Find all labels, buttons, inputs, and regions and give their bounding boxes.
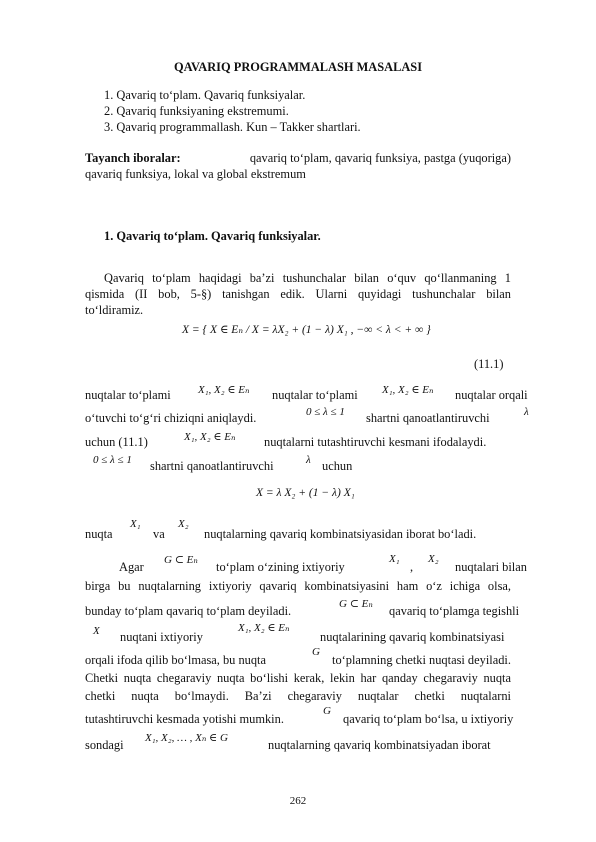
para4-line-2: birga bu nuqtalarning ixtiyoriy qavariq kombinatsiyasini ham o‘z ichiga olsa, [85, 579, 511, 593]
math-lambda-range: 0 ≤ λ ≤ 1 [306, 406, 345, 418]
para4-text-4b: nuqtalarining qavariq kombinatsiyasi [320, 630, 505, 644]
para4-text-5b: to‘plamning chetki nuqtasi deyiladi. [332, 653, 511, 667]
para4-text-1a: Agar [119, 560, 144, 574]
para4-text-3a: bunday to‘plam qavariq to‘plam deyiladi. [85, 604, 292, 618]
para2-text-4b: uchun [322, 459, 353, 473]
math-g: G [312, 646, 320, 658]
para4-text-4a: nuqtani ixtiyoriy [120, 630, 203, 644]
page-title: QAVARIQ PROGRAMMALASH MASALASI [173, 60, 423, 74]
para1-line-2: qismida (II bob, 5-§) tanishgan edik. Ularni quyidagi tushunchalar bilan [85, 287, 511, 301]
para4-text-9a: sondagi [85, 738, 124, 752]
para4-text-8a: tutashtiruvchi kesmada yotishi mumkin. [85, 712, 284, 726]
formula-convex-combination: X = λ X₂ + (1 − λ) X₁ [256, 487, 355, 499]
para4-line-7: chetki nuqta bo‘lmaydi. Ba’zi chegaraviy nuqtalar chetki nuqtalarni [85, 689, 511, 703]
math-lambda: λ [306, 454, 311, 466]
keywords-line-1 [85, 150, 511, 166]
section-heading: 1. Qavariq to‘plam. Qavariq funksiyalar. [104, 229, 321, 243]
toc-item-3: 3. Qavariq programmallash. Kun – Takker shartlari. [104, 120, 361, 134]
para2-text-1a: nuqtalar to‘plami [85, 388, 171, 402]
toc-item-2: 2. Qavariq funksiyaning ekstremumi. [104, 104, 289, 118]
toc-item-1: 1. Qavariq to‘plam. Qavariq funksiyalar. [104, 88, 306, 102]
formula-convex-line: X = { X ∈ Eₙ / X = λX₂ + (1 − λ) X₁ , −∞ < λ < + ∞ } [182, 324, 431, 336]
para2-text-3a: uchun (11.1) [85, 435, 148, 449]
para3-text-b: va [153, 527, 165, 541]
para4-text-5a: orqali ifoda qilib bo‘lmasa, bu nuqta [85, 653, 267, 667]
math-points-in-g: X₁, X₂, … , Xₙ ∈ G [145, 732, 228, 744]
para4-line-6: Chetki nuqta chegaraviy nuqta bo‘lishi kerak, lekin har qanday chegaraviy nuqta [85, 671, 511, 685]
math-x1-x2-in-en: X₁, X₂ ∈ Eₙ [184, 431, 236, 443]
para2-text-2b: shartni qanoatlantiruvchi [366, 411, 490, 425]
para3-text-a: nuqta [85, 527, 113, 541]
equation-label: (11.1) [474, 357, 504, 371]
para2-text-1c: nuqtalar orqali [455, 388, 528, 402]
para4-text-8b: qavariq to‘plam bo‘lsa, u ixtiyoriy [343, 712, 514, 726]
math-g-subset-en: G ⊂ Eₙ [339, 598, 373, 610]
math-x1: X₁ [389, 553, 400, 565]
math-x1-x2-in-en: X₁, X₂ ∈ Eₙ [382, 384, 434, 396]
math-x2: X₂ [178, 518, 189, 530]
para3-text-c: nuqtalarning qavariq kombinatsiyasidan iborat bo‘ladi. [204, 527, 477, 541]
math-lambda: λ [524, 406, 529, 418]
para2-text-1b: nuqtalar to‘plami [272, 388, 358, 402]
math-x1: X₁ [130, 518, 141, 530]
keywords-label: Tayanch iboralar: [85, 151, 181, 165]
para4-text-1b: to‘plam o‘zining ixtiyoriy [216, 560, 345, 574]
keywords-text-1: qavariq to‘plam, qavariq funksiya, pastga (yuqoriga) [249, 151, 511, 165]
math-x: X [93, 625, 100, 637]
para4-text-9b: nuqtalarning qavariq kombinatsiyadan iborat [268, 738, 491, 752]
para2-text-2a: o‘tuvchi to‘g‘ri chiziqni aniqlaydi. [85, 411, 257, 425]
keywords-text-2: qavariq funksiya, lokal va global ekstremum [85, 167, 306, 181]
para1-line-3: to‘ldiramiz. [85, 303, 144, 317]
para1-line-1: Qavariq to‘plam haqidagi ba’zi tushunchalar bilan o‘quv qo‘llanmaning 1 [104, 271, 511, 285]
math-x2: X₂ [428, 553, 439, 565]
math-x1-x2-in-en: X₁, X₂ ∈ Eₙ [198, 384, 250, 396]
page-number: 262 [289, 795, 307, 807]
math-x1-x2-in-en: X₁, X₂ ∈ Eₙ [238, 622, 290, 634]
para2-text-4a: shartni qanoatlantiruvchi [150, 459, 274, 473]
para4-text-1d: nuqtalari bilan [455, 560, 527, 574]
para2-text-3b: nuqtalarni tutashtiruvchi kesmani ifodalaydi. [264, 435, 487, 449]
para4-text-3b: qavariq to‘plamga tegishli [389, 604, 520, 618]
para4-text-1c: , [410, 560, 414, 574]
math-lambda-range: 0 ≤ λ ≤ 1 [93, 454, 132, 466]
math-g-subset-en: G ⊂ Eₙ [164, 554, 198, 566]
math-g: G [323, 705, 331, 717]
